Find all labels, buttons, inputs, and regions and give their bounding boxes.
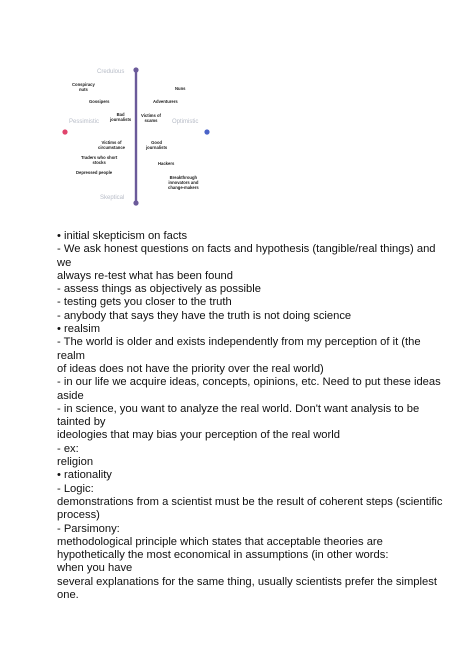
notes-line: of ideas does not have the priority over the real world) bbox=[57, 362, 324, 375]
notes-line: - Parsimony: bbox=[57, 522, 120, 535]
notes-line: - testing gets you closer to the truth bbox=[57, 296, 232, 309]
notes-line: always re-test what has been found bbox=[57, 269, 233, 282]
notes-line: - assess things as objectively as possible bbox=[57, 283, 261, 296]
notes-line: - The world is older and exists independently from my perception of it (the bbox=[57, 336, 421, 349]
notes-line: tainted by bbox=[57, 416, 106, 429]
label-good-journalists: Good journalists bbox=[146, 140, 168, 150]
label-adventurers: Adventurers bbox=[153, 99, 178, 104]
notes-line: - in our life we acquire ideas, concepts, opinions, etc. Need to put these ideas bbox=[57, 376, 441, 389]
axis-label-skeptical: Skeptical bbox=[100, 195, 125, 201]
notes-line: ideologies that may bias your perception of the real world bbox=[57, 429, 340, 442]
axis-label-pessimistic: Pessimistic bbox=[69, 119, 100, 125]
axis-label-credulous: Credulous bbox=[97, 69, 125, 75]
notes-line: - We ask honest questions on facts and hypothesis (tangible/real things) and bbox=[57, 243, 436, 256]
label-nuns: Nuns bbox=[175, 86, 186, 91]
label-depressed-people: Depressed people bbox=[76, 170, 113, 175]
notes-line: religion bbox=[57, 456, 94, 469]
skepticism-quadrant-diagram bbox=[62, 64, 212, 209]
label-hackers: Hackers bbox=[158, 161, 175, 166]
notes-text bbox=[57, 230, 443, 602]
notes-line: process) bbox=[57, 509, 100, 522]
label-breakthrough-innovators: Breakthrough innovators and change-makers bbox=[168, 175, 199, 190]
label-bad-journalists: Bad journalists bbox=[110, 112, 132, 122]
notes-line: realm bbox=[57, 349, 85, 362]
notes-line: when you have bbox=[57, 562, 133, 575]
notes-line: • rationality bbox=[57, 469, 112, 482]
label-gossipers: Gossipers bbox=[89, 99, 110, 104]
notes-line: - Logic: bbox=[57, 482, 94, 495]
notes-line: aside bbox=[57, 389, 84, 402]
label-traders-who-short-stocks: Traders who short stocks bbox=[81, 155, 118, 165]
axis-label-optimistic: Optimistic bbox=[172, 119, 199, 125]
axis-dot-top bbox=[133, 67, 138, 72]
notes-line: demonstrations from a scientist must be the result of coherent steps (scientific bbox=[57, 495, 443, 508]
notes-line: • initial skepticism on facts bbox=[57, 230, 188, 242]
notes-line: - anybody that says they have the truth is not doing science bbox=[57, 309, 352, 322]
notes-line: methodological principle which states that acceptable theories are bbox=[57, 535, 383, 548]
axis-dot-left bbox=[62, 129, 67, 134]
axis-dot-right bbox=[204, 129, 209, 134]
label-victims-of-circumstance: Victims of circumstance bbox=[98, 140, 125, 150]
notes-line: hypothetically the most economical in assumptions (in other words: bbox=[57, 549, 389, 562]
axis-dot-bottom bbox=[133, 200, 138, 205]
notes-line: - ex: bbox=[57, 442, 79, 455]
label-victims-of-scams: Victims of scams bbox=[141, 113, 161, 123]
notes-line: we bbox=[57, 256, 72, 269]
notes-line: • realsim bbox=[57, 323, 101, 336]
notes-line: several explanations for the same thing, usually scientists prefer the simplest bbox=[57, 575, 437, 588]
notes-line: - in science, you want to analyze the real world. Don't want analysis to be bbox=[57, 402, 420, 415]
label-conspiracy-nuts: Conspiracy nuts bbox=[72, 82, 95, 92]
notes-line: one. bbox=[57, 589, 79, 602]
